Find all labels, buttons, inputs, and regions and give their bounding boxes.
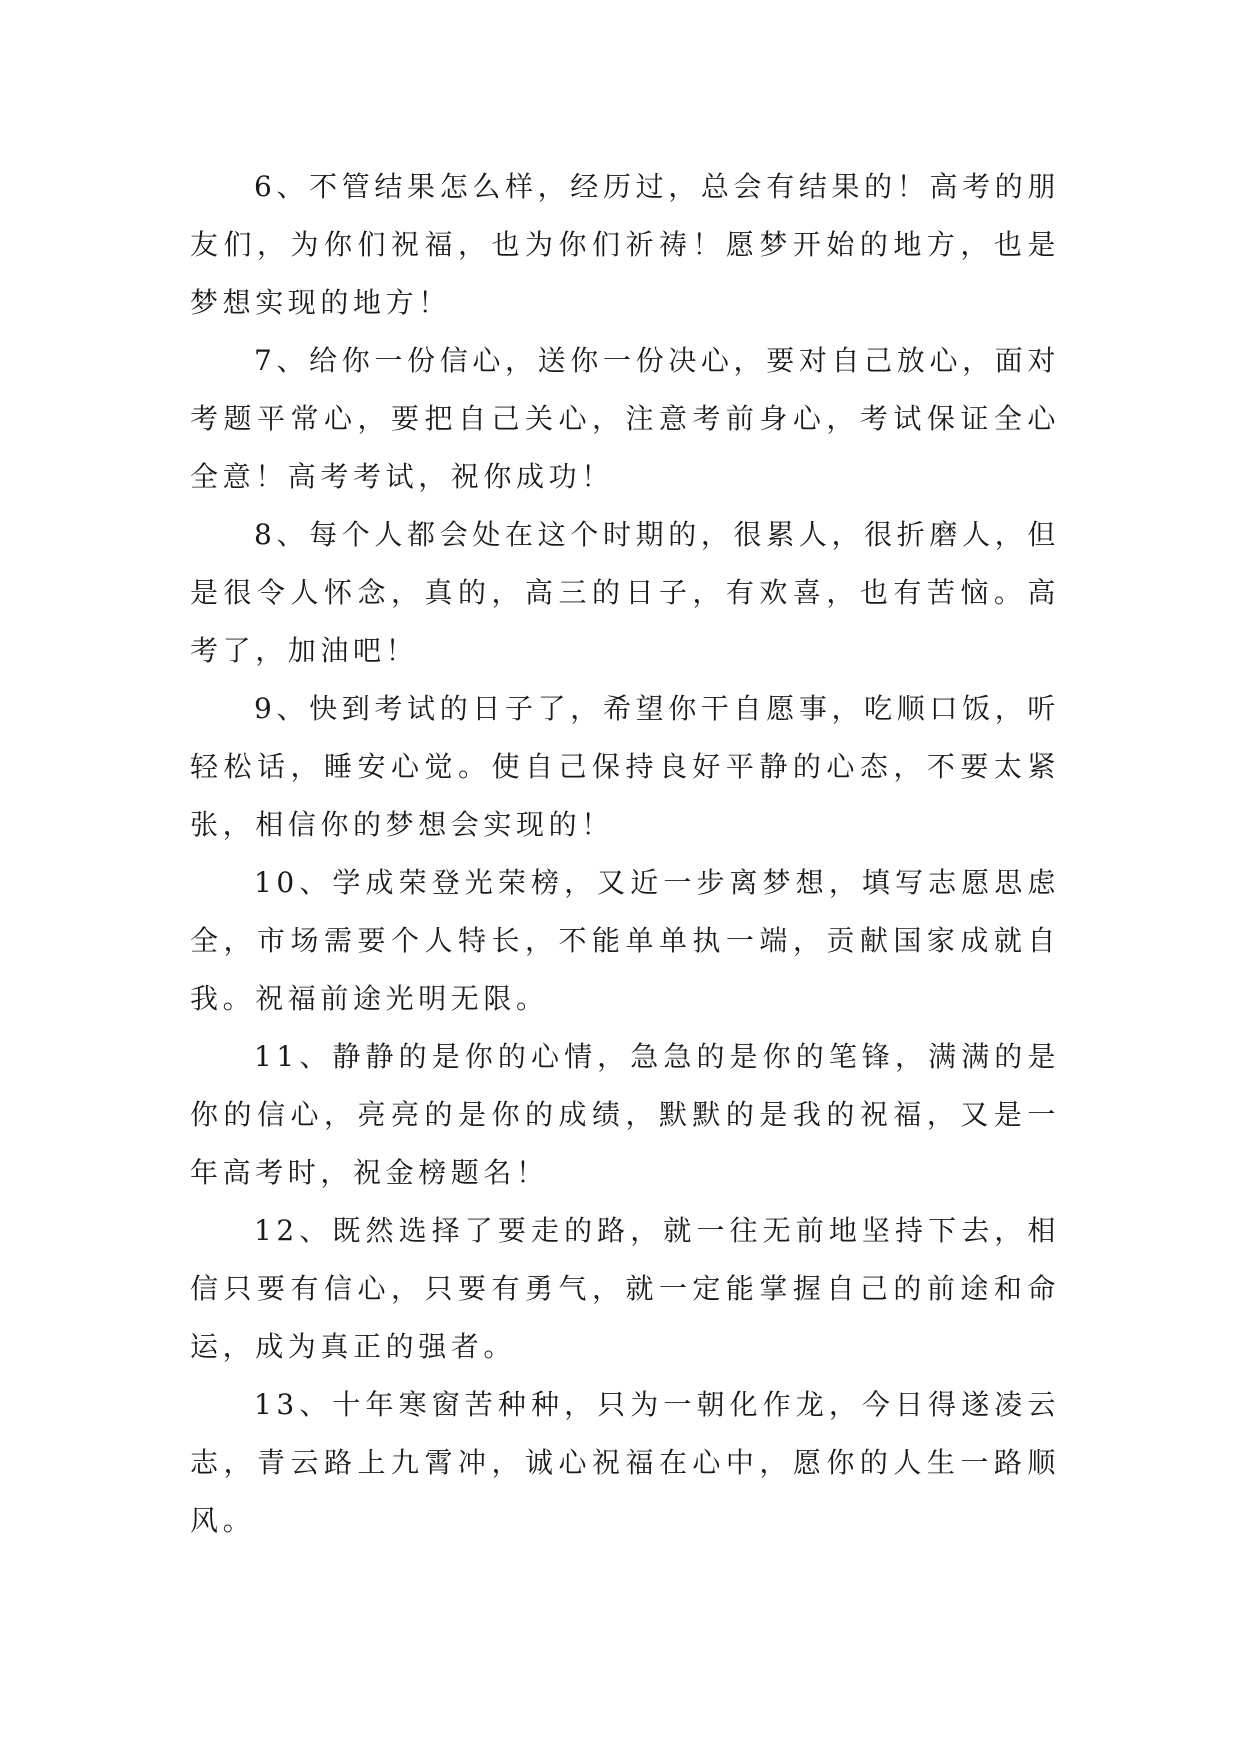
paragraph-8: 8、每个人都会处在这个时期的，很累人，很折磨人，但是很令人怀念，真的，高三的日子，有欢喜，也有苦恼。高考了，加油吧！: [190, 518, 1060, 667]
paragraph-10: 10、学成荣登光荣榜，又近一步离梦想，填写志愿思虑全，市场需要个人特长，不能单单执一端，贡献国家成就自我。祝福前途光明无限。: [190, 866, 1060, 1015]
paragraph-13: 13、十年寒窗苦种种，只为一朝化作龙，今日得遂凌云志，青云路上九霄冲，诚心祝福在心中，愿你的人生一路顺风。: [190, 1388, 1060, 1537]
paragraph-9: 9、快到考试的日子了，希望你干自愿事，吃顺口饭，听轻松话，睡安心觉。使自己保持良好平静的心态，不要太紧张，相信你的梦想会实现的！: [190, 692, 1060, 841]
paragraph-6: 6、不管结果怎么样，经历过，总会有结果的！高考的朋友们，为你们祝福，也为你们祈祷！愿梦开始的地方，也是梦想实现的地方！: [190, 170, 1060, 319]
paragraph-12: 12、既然选择了要走的路，就一往无前地坚持下去，相信只要有信心，只要有勇气，就一定能掌握自己的前途和命运，成为真正的强者。: [190, 1214, 1060, 1363]
paragraph-11: 11、静静的是你的心情，急急的是你的笔锋，满满的是你的信心，亮亮的是你的成绩，默默的是我的祝福，又是一年高考时，祝金榜题名！: [190, 1040, 1060, 1189]
document-body: [190, 158, 1060, 1550]
paragraph-7: 7、给你一份信心，送你一份决心，要对自己放心，面对考题平常心，要把自己关心，注意考前身心，考试保证全心全意！高考考试，祝你成功！: [190, 344, 1060, 493]
